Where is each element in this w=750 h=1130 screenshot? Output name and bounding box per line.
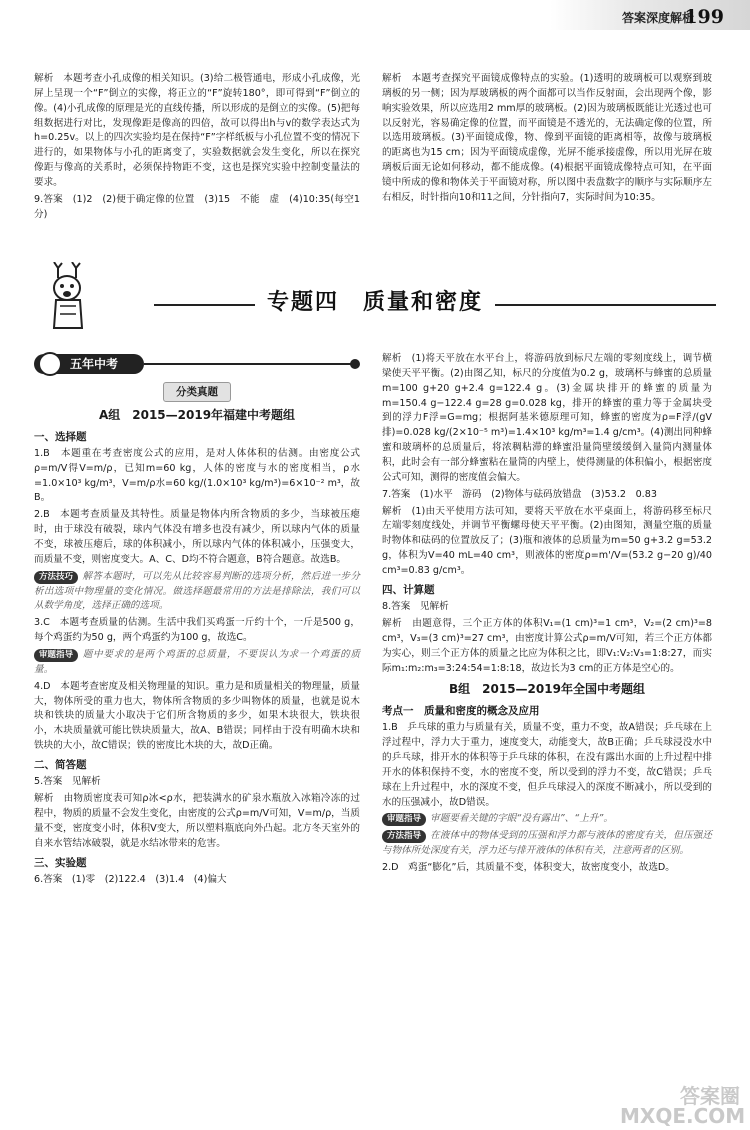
header-title: 答案深度解析 [621,11,694,25]
answer-analysis-9: 解析 本题考查探究平面镜成像特点的实验。(1)透明的玻璃板可以观察到玻璃板的另一侧；因为厚玻璃板的两个面都可以当作反射面，会出现两个像，影响实验效果，所以应选用2 mm厚的玻璃板。(2)因为玻璃板既能让光透过也可以反射光，容易确定像的位置，而平面镜是不透光的，无法确定像的位置，所以选用玻璃板。(3)平面镜成像，物、像到平面镜的距离相等，故像与玻璃板的距离也为15 cm；因为平面镜成虚像，光屏不能承接虚像，所以用光屏在玻璃板后面无论如何移动，都不能成像。(4)根据平面镜成像特点可知，在平面镜中所成的像和物体关于平面镜对称，所以图中表盘数字的顺序与实际顺序左右相反，时针指向10和11之间，分针指向7，实际时间为10:35。 [382,73,712,203]
answer-analysis-8: 解析 本题考查小孔成像的相关知识。(3)给二极管通电，形成小孔成像，光屏上呈现一个“F”倒立的实像，将正立的“F”旋转180°，即可得到“F”倒立的像。(4)小孔成像的原理是光的直线传播，所以形成的是倒立的实像。(5)把每组数据进行对比，发现像距是像高的四倍，故可以得出h与v的数学表达式为h=0.25v。以上的四次实验均是在保持“F”字样纸板与小孔位置不变的情况下进行的，如果物体与小孔的距离变了，实验数据就会发生变化，所以在探究像距与像高的关系时，必须保持物距不变，这也是探究实验中控制变量法的要求。 [34,73,360,189]
five-year-exam-label: 五年中考 [34,354,144,374]
badge-icon [38,352,62,376]
question-1: 1.B 本题重在考查密度公式的应用，是对人体体积的估测。由密度公式ρ=m/V得V=m/ρ，已知m=60 kg，人体的密度与水的密度相当，ρ水=1.0×10³ kg/m³，V=m/ρ水=60 kg/(1.0×10³ kg/m³)=6×10⁻² m³，故B。 [34,447,360,504]
top-right-column [382,72,712,208]
category-label: 分类真题 [163,382,231,402]
question-2: 2.B 本题考查质量及其特性。质量是物体内所含物质的多少，当球被压瘪时，由于球没有破裂，球内气体没有增多也没有减少，所以球内气体的质量不变，球被压瘪后，球的体积减小，所以球内气体的体积减小，压强变大，而质量不变，则密度变大。A、C、D均不符合题意，B符合题意。故选B。 [34,509,360,565]
left-column [34,352,360,890]
watermark: 答案圈 MXQE.COM [620,1084,746,1128]
right-column [382,352,712,878]
top-left-column [34,72,360,225]
test-point-1: 考点一 质量和密度的概念及应用 [382,705,540,718]
section-title: 专题四 质量和密度 [34,286,716,320]
answer-6: 6.答案 (1)零 (2)122.4 (3)1.4 (4)偏大 [34,873,227,885]
analysis-8: 解析 由题意得，三个正方体的体积V₁=(1 cm)³=1 cm³，V₂=(2 cm)³=8 cm³，V₃=(3 cm)³=27 cm³，由密度计算公式ρ=m/V可知，若三个正方体都为实心，则三个正方体的质量之比应为体积之比，即V₁:V₂:V₃=1:8:27，而实际m₁:m₂:m₃=3:24:54=1:8:18，故边长为3 cm的正方体是空心的。 [382,618,712,674]
question-4: 4.D 本题考查密度及相关物理量的知识。重力是和质量相关的物理量，质量大，物体所受的重力也大，物体所含物质的多少叫物体的质量，也就是说木块和铁块的质量大小取决于它们所含物质的多少，如果木块很大，铁块很小，木块质量就可能比铁块质量大，故A、B错误；同样由于没有明确木块和铁块的大小，故C错误；铁的密度比木块的大，故D正确。 [34,680,360,752]
analysis-5: 解析 由物质密度表可知ρ冰<ρ水，把装满水的矿泉水瓶放入冰箱冷冻的过程中，物质的质量不会发生变化，由密度的公式ρ=m/V可知，V=m/ρ，当质量不变，密度变小时，体积V变大，所以塑料瓶底向外凸起。北方冬天室外的自来水管结冰破裂，就是水结冰带来的危害。 [34,793,360,849]
tip-review [34,648,360,678]
group-a-title: A组 2015—2019年福建中考题组 [98,408,296,422]
tip-method-2-text: 在液体中的物体受到的压强和浮力都与液体的密度有关，但压强还与物体所处深度有关，浮力还与排开液体的体积有关，注意两者的区别。 [382,830,712,857]
section-short-answer: 二、简答题 [34,759,87,772]
b-question-1: 1.B 乒乓球的重力与质量有关，质量不变，重力不变，故A错误；乒乓球在上浮过程中，浮力大于重力，速度变大，动能变大，故B正确；乒乓球浸没水中的乒乓球，排开水的体积等于乒乓球的体积，在没有露出水面的上升过程中排开水的体积保持不变，水的密度不变，所以受到的浮力不变，故C错误；乒乓球在上升过程中，水的深度不变，但乒乓球浸入的深度不断减小，所以受到的水的压强减小，故D错误。 [382,722,712,808]
answer-9: 9.答案 (1)2 (2)便于确定像的位置 (3)15 不能 虚 (4)10:35(每空1分) [34,193,360,220]
tip-review-2-text: 审题要看关键的字眼“没有露出”、“上升”。 [430,813,613,825]
section-calculation: 四、计算题 [382,583,435,596]
tip-review-2-label: 审题指导 [382,813,426,826]
b-question-2: 2.D 鸡蛋“膨化”后，其质量不变，体积变大，故密度变小，故选D。 [382,862,675,874]
tip-review-label: 审题指导 [34,649,78,662]
tip-method-label: 方法技巧 [34,571,78,584]
tip-method-2-label: 方法指导 [382,830,426,843]
answer-8: 8.答案 见解析 [382,601,449,613]
tip-review-text: 题中要求的是两个鸡蛋的总质量，不要误认为求一个鸡蛋的质量。 [34,649,360,675]
answer-5: 5.答案 见解析 [34,776,101,788]
section-banner [34,262,716,332]
group-b-title: B组 2015—2019年全国中考题组 [449,682,645,697]
tip-review-2 [382,812,712,827]
answer-7: 7.答案 (1)水平 游码 (2)物体与砝码放错盘 (3)53.2 0.83 [382,488,657,500]
page-number: 199 [684,6,724,28]
section-experiment: 三、实验题 [34,856,87,869]
analysis-6: 解析 (1)将天平放在水平台上，将游码放到标尺左端的零刻度线上，调节横梁使天平平衡。(2)由图乙知，标尺的分度值为0.2 g，玻璃杯与蜂蜜的总质量m=100 g+20 g+2.4 g=122.4 g。(3)金属块排开的蜂蜜的质量为m=150.4 g−122.4 g=28 g=0.028 kg，排开的蜂蜜的重力等于金属块受到的浮力F浮=G=mg；根据阿基米德原理可知，蜂蜜的密度为ρ=F浮/(gV排)=0.028 kg/(2×10⁻⁵ m³)=1.4×10³ kg/m³=1.4 g/cm³。(4)测出同种蜂蜜和玻璃杯的总质量后，将浓稠粘滞的蜂蜜沿量筒壁缓缓倒入量筒内测量体积，此时会有一部分蜂蜜粘在量筒的内壁上，使得测量的体积偏小，根据密度公式可知，测得的密度值会偏大。 [382,353,712,483]
question-3: 3.C 本题考查质量的估测。生活中我们买鸡蛋一斤约十个，一斤是500 g，每个鸡蛋约为50 g，两个鸡蛋约为100 g，故选C。 [34,617,360,644]
tip-method-text: 解答本题时，可以先从比较容易判断的选项分析，然后进一步分析出选项中物理量的变化情况。做选择题最常用的方法是排除法，我们可以从数学角度，选择正确的选项。 [34,570,360,612]
tip-method [34,570,360,615]
tag-line [144,363,352,365]
tag-dot [350,359,360,369]
analysis-7: 解析 (1)由天平使用方法可知，要将天平放在水平桌面上，将游码移至标尺左端零刻度线处，并调节平衡螺母使天平平衡。(2)由图知，测量空瓶的质量时物体和砝码的位置放反了；(3)瓶和液体的总质量为m=50 g+3.2 g=53.2 g，体积为V=40 mL=40 cm³，则液体的密度ρ=m'/V=(53.2 g−20 g)/40 cm³=0.83 g/cm³。 [382,505,712,577]
section-choice: 一、选择题 [34,430,87,443]
tip-method-2 [382,829,712,859]
five-year-exam-tag [34,352,360,376]
